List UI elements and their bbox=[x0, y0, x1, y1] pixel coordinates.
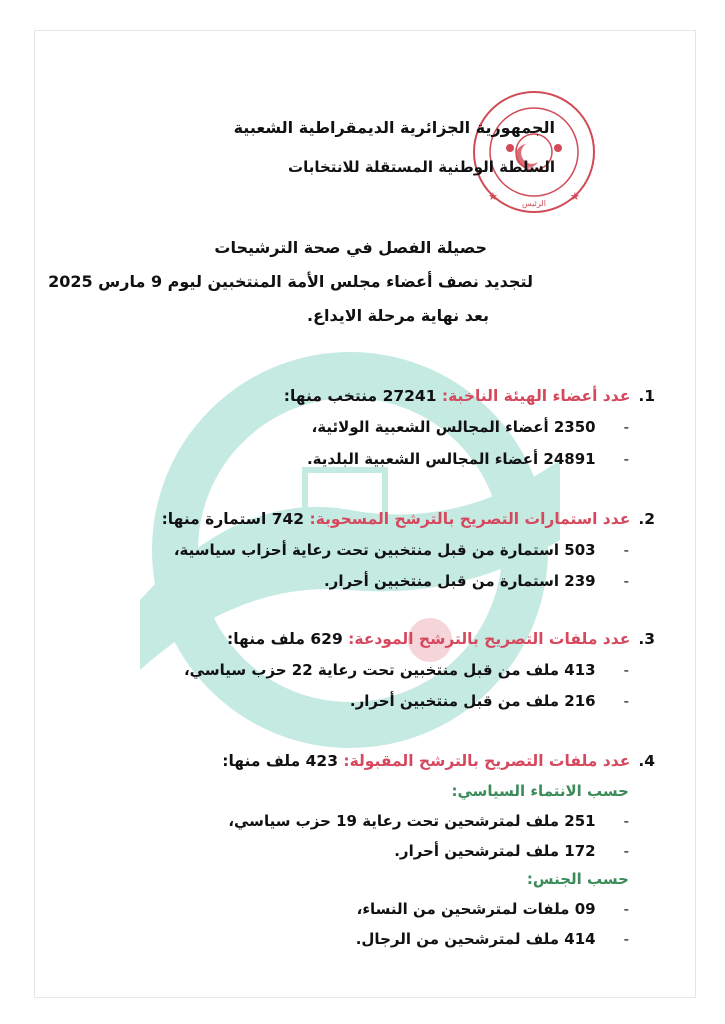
document-title-line1: حصيلة الفصل في صحة الترشيحات bbox=[214, 238, 487, 257]
svg-text:★: ★ bbox=[488, 190, 498, 203]
section-4-total: 423 ملف منها: bbox=[222, 752, 338, 770]
subheading-political-affiliation: حسب الانتماء السياسي: bbox=[451, 782, 629, 800]
section-1-label: عدد أعضاء الهيئة الناخبة: bbox=[441, 387, 631, 405]
section-3-heading: 3.عدد ملفات التصريح بالترشح المودعة: 629 ملف منها: bbox=[227, 630, 655, 648]
list-item: -172 ملف لمترشحين أحرار. bbox=[394, 842, 629, 860]
list-item: -251 ملف لمترشحين تحت رعاية 19 حزب سياسي، bbox=[228, 812, 629, 830]
section-3-total: 629 ملف منها: bbox=[227, 630, 343, 648]
republic-header: الجمهورية الجزائرية الديمقراطية الشعبية bbox=[233, 118, 555, 137]
document-title-line3: بعد نهاية مرحلة الايداع. bbox=[306, 306, 489, 325]
list-item: -2350 أعضاء المجالس الشعبية الولائية، bbox=[311, 418, 629, 436]
document-title-line2: لتجديد نصف أعضاء مجلس الأمة المنتخبين ليوم 9 مارس 2025 bbox=[48, 272, 533, 291]
section-4-label: عدد ملفات التصريح بالترشح المقبولة: bbox=[343, 752, 631, 770]
section-3-label: عدد ملفات التصريح بالترشح المودعة: bbox=[348, 630, 631, 648]
subheading-gender: حسب الجنس: bbox=[526, 870, 629, 888]
list-item: -413 ملف من قبل منتخبين تحت رعاية 22 حزب سياسي، bbox=[183, 661, 629, 679]
list-item: -239 استمارة من قبل منتخبين أحرار. bbox=[323, 572, 629, 590]
list-item: -503 استمارة من قبل منتخبين تحت رعاية أحزاب سياسية، bbox=[173, 541, 629, 559]
official-seal bbox=[470, 88, 598, 216]
authority-header: السلطة الوطنية المستقلة للانتخابات bbox=[288, 158, 555, 176]
list-item: -414 ملف لمترشحين من الرجال. bbox=[355, 930, 629, 948]
seal-bottom-text: الرئيس bbox=[522, 199, 546, 208]
list-item: -216 ملف من قبل منتخبين أحرار. bbox=[349, 692, 629, 710]
section-2-total: 742 استمارة منها: bbox=[161, 510, 305, 528]
list-item: -09 ملفات لمترشحين من النساء، bbox=[356, 900, 629, 918]
section-1-total: 27241 منتخب منها: bbox=[283, 387, 437, 405]
section-2-label: عدد استمارات التصريح بالترشح المسحوبة: bbox=[309, 510, 631, 528]
section-4-heading: 4.عدد ملفات التصريح بالترشح المقبولة: 423 ملف منها: bbox=[222, 752, 655, 770]
section-2-heading: 2.عدد استمارات التصريح بالترشح المسحوبة: 742 استمارة منها: bbox=[161, 510, 655, 528]
list-item: -24891 أعضاء المجالس الشعبية البلدية. bbox=[306, 450, 629, 468]
svg-text:★: ★ bbox=[570, 190, 580, 203]
section-1-heading: 1.عدد أعضاء الهيئة الناخبة: 27241 منتخب منها: bbox=[283, 387, 655, 405]
